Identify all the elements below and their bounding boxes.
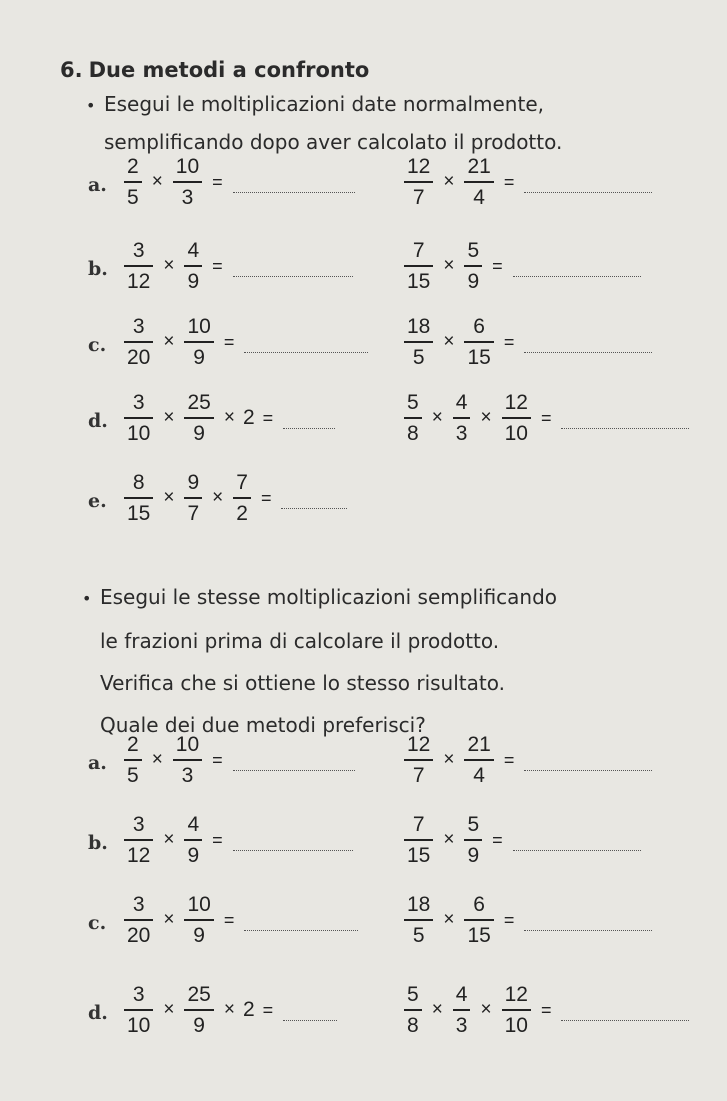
exercise-row-c bbox=[0, 312, 727, 372]
times-sign: × bbox=[223, 999, 235, 1020]
numerator: 7 bbox=[412, 812, 425, 836]
answer-blank[interactable] bbox=[233, 758, 355, 771]
times-sign: × bbox=[443, 255, 455, 276]
fraction-bar bbox=[453, 1009, 471, 1011]
denominator: 12 bbox=[127, 843, 151, 867]
fraction-bar bbox=[184, 341, 213, 343]
denominator: 20 bbox=[127, 345, 151, 369]
expression-right bbox=[398, 980, 689, 1040]
fraction bbox=[184, 314, 213, 371]
fraction-bar bbox=[464, 839, 482, 841]
fraction bbox=[404, 314, 433, 371]
fraction-bar bbox=[173, 181, 202, 183]
numerator: 4 bbox=[187, 812, 200, 836]
fraction-bar bbox=[404, 417, 422, 419]
equals-sign: = bbox=[492, 829, 503, 850]
fraction bbox=[184, 892, 213, 949]
times-sign: × bbox=[163, 487, 175, 508]
fraction-bar bbox=[464, 181, 493, 183]
times-sign: × bbox=[480, 999, 492, 1020]
exercise-row-b bbox=[0, 236, 727, 296]
fraction bbox=[233, 470, 251, 527]
answer-blank[interactable] bbox=[281, 496, 347, 509]
equals-sign: = bbox=[503, 331, 515, 352]
numerator: 10 bbox=[175, 154, 200, 178]
fraction bbox=[502, 982, 531, 1039]
times-sign: × bbox=[443, 829, 455, 850]
answer-blank[interactable] bbox=[233, 180, 355, 193]
times-sign: × bbox=[443, 909, 455, 930]
times-sign: × bbox=[212, 487, 224, 508]
numerator: 9 bbox=[187, 470, 200, 494]
answer-blank[interactable] bbox=[233, 838, 353, 851]
times-sign: × bbox=[431, 407, 443, 428]
item-label: a. bbox=[88, 174, 107, 196]
denominator: 10 bbox=[127, 421, 151, 445]
denominator: 2 bbox=[236, 501, 248, 525]
equals-sign: = bbox=[212, 255, 223, 276]
fraction-bar bbox=[404, 759, 433, 761]
denominator: 15 bbox=[467, 923, 491, 947]
answer-blank[interactable] bbox=[561, 1008, 689, 1021]
fraction bbox=[502, 390, 531, 447]
fraction bbox=[184, 470, 202, 527]
denominator: 4 bbox=[473, 763, 485, 787]
fraction bbox=[404, 238, 433, 295]
fraction bbox=[124, 314, 153, 371]
fraction bbox=[124, 892, 153, 949]
expression-left bbox=[118, 980, 337, 1040]
numerator: 25 bbox=[187, 390, 211, 414]
exercise-row-d bbox=[0, 388, 727, 448]
fraction bbox=[124, 732, 142, 789]
denominator: 7 bbox=[187, 501, 200, 525]
equals-sign: = bbox=[223, 909, 235, 930]
fraction-bar bbox=[184, 1009, 213, 1011]
expression-left bbox=[118, 468, 347, 528]
numerator: 5 bbox=[407, 982, 419, 1006]
numerator: 12 bbox=[504, 390, 528, 414]
numerator: 3 bbox=[132, 390, 145, 414]
fraction bbox=[173, 154, 202, 211]
denominator: 9 bbox=[187, 843, 200, 867]
fraction-bar bbox=[124, 759, 142, 761]
fraction bbox=[184, 812, 202, 869]
denominator: 5 bbox=[127, 185, 139, 209]
answer-blank[interactable] bbox=[283, 416, 335, 429]
expression-right bbox=[398, 388, 689, 448]
denominator: 5 bbox=[127, 763, 139, 787]
item-label: b. bbox=[88, 258, 108, 280]
denominator: 7 bbox=[412, 185, 425, 209]
fraction-bar bbox=[184, 497, 202, 499]
fraction bbox=[404, 732, 433, 789]
fraction-bar bbox=[404, 265, 433, 267]
answer-blank[interactable] bbox=[524, 758, 652, 771]
numerator: 6 bbox=[473, 892, 485, 916]
numerator: 5 bbox=[407, 390, 419, 414]
answer-blank[interactable] bbox=[561, 416, 689, 429]
denominator: 3 bbox=[455, 421, 468, 445]
denominator: 15 bbox=[407, 269, 431, 293]
numerator: 8 bbox=[132, 470, 145, 494]
numerator: 21 bbox=[467, 154, 491, 178]
denominator: 15 bbox=[407, 843, 431, 867]
numerator: 7 bbox=[236, 470, 248, 494]
expression-right bbox=[398, 890, 652, 950]
times-sign: × bbox=[163, 255, 175, 276]
fraction-bar bbox=[184, 265, 202, 267]
expression-left bbox=[118, 236, 353, 296]
answer-blank[interactable] bbox=[244, 340, 368, 353]
fraction-bar bbox=[124, 839, 153, 841]
numerator: 3 bbox=[132, 892, 145, 916]
fraction bbox=[173, 732, 202, 789]
fraction bbox=[184, 390, 213, 447]
denominator: 8 bbox=[407, 1013, 419, 1037]
numerator: 12 bbox=[407, 732, 431, 756]
fraction-bar bbox=[404, 919, 433, 921]
fraction bbox=[404, 390, 422, 447]
fraction bbox=[184, 982, 213, 1039]
fraction-bar bbox=[404, 1009, 422, 1011]
numerator: 3 bbox=[132, 812, 145, 836]
integer-factor: 2 bbox=[242, 998, 255, 1021]
expression-left bbox=[118, 890, 358, 950]
item-label: d. bbox=[88, 1002, 108, 1024]
answer-blank[interactable] bbox=[524, 918, 652, 931]
denominator: 20 bbox=[127, 923, 151, 947]
fraction bbox=[124, 238, 153, 295]
expression-left bbox=[118, 388, 335, 448]
times-sign: × bbox=[151, 749, 163, 770]
exercise-title bbox=[60, 58, 369, 82]
fraction-bar bbox=[124, 1009, 153, 1011]
denominator: 12 bbox=[127, 269, 151, 293]
answer-blank[interactable] bbox=[233, 264, 353, 277]
denominator: 9 bbox=[187, 269, 200, 293]
equals-sign: = bbox=[262, 999, 274, 1020]
fraction-bar bbox=[124, 181, 142, 183]
numerator: 5 bbox=[467, 812, 480, 836]
denominator: 5 bbox=[412, 345, 425, 369]
equals-sign: = bbox=[503, 749, 515, 770]
fraction-bar bbox=[173, 759, 202, 761]
denominator: 9 bbox=[193, 421, 205, 445]
item-label: a. bbox=[88, 752, 107, 774]
equals-sign: = bbox=[212, 829, 223, 850]
fraction-bar bbox=[404, 341, 433, 343]
denominator: 10 bbox=[127, 1013, 151, 1037]
fraction bbox=[124, 470, 153, 527]
fraction-bar bbox=[124, 341, 153, 343]
fraction bbox=[404, 982, 422, 1039]
fraction-bar bbox=[464, 759, 493, 761]
item-label: b. bbox=[88, 832, 108, 854]
numerator: 2 bbox=[127, 154, 139, 178]
equals-sign: = bbox=[262, 407, 274, 428]
numerator: 3 bbox=[132, 238, 145, 262]
exercise-row-c bbox=[0, 890, 727, 950]
numerator: 12 bbox=[504, 982, 528, 1006]
numerator: 18 bbox=[407, 314, 431, 338]
answer-blank[interactable] bbox=[513, 838, 641, 851]
answer-blank[interactable] bbox=[283, 1008, 337, 1021]
denominator: 9 bbox=[193, 923, 205, 947]
fraction bbox=[464, 732, 493, 789]
equals-sign: = bbox=[212, 749, 223, 770]
integer-factor: 2 bbox=[242, 406, 255, 429]
fraction-bar bbox=[404, 839, 433, 841]
equals-sign: = bbox=[540, 999, 552, 1020]
expression-right bbox=[398, 730, 652, 790]
times-sign: × bbox=[163, 909, 175, 930]
instruction-2: • Esegui le stesse moltiplicazioni semplificando le frazioni prima di calcolare il prodotto. Verifica che si ottiene lo stesso risultato. Quale dei due metodi preferisci? bbox=[100, 576, 557, 746]
fraction bbox=[124, 812, 153, 869]
fraction-bar bbox=[502, 1009, 531, 1011]
expression-left bbox=[118, 152, 355, 212]
denominator: 3 bbox=[455, 1013, 468, 1037]
denominator: 10 bbox=[504, 1013, 528, 1037]
numerator: 4 bbox=[455, 390, 468, 414]
fraction bbox=[404, 892, 433, 949]
denominator: 7 bbox=[412, 763, 425, 787]
fraction-bar bbox=[464, 919, 493, 921]
times-sign: × bbox=[480, 407, 492, 428]
equals-sign: = bbox=[223, 331, 235, 352]
exercise-row-a bbox=[0, 152, 727, 212]
expression-left bbox=[118, 810, 353, 870]
denominator: 9 bbox=[467, 843, 480, 867]
times-sign: × bbox=[163, 331, 175, 352]
bullet-icon: • bbox=[82, 589, 92, 608]
exercise-row-a bbox=[0, 730, 727, 790]
exercise-row-d bbox=[0, 980, 727, 1040]
denominator: 9 bbox=[193, 1013, 205, 1037]
fraction-bar bbox=[124, 265, 153, 267]
fraction-bar bbox=[184, 919, 213, 921]
fraction-bar bbox=[464, 341, 493, 343]
numerator: 4 bbox=[455, 982, 468, 1006]
equals-sign: = bbox=[503, 909, 515, 930]
fraction bbox=[124, 390, 153, 447]
equals-sign: = bbox=[260, 487, 272, 508]
numerator: 3 bbox=[132, 982, 145, 1006]
fraction-bar bbox=[464, 265, 482, 267]
numerator: 10 bbox=[187, 314, 211, 338]
equals-sign: = bbox=[503, 171, 515, 192]
bullet-icon: • bbox=[86, 96, 96, 115]
fraction-bar bbox=[124, 497, 153, 499]
answer-blank[interactable] bbox=[524, 180, 652, 193]
times-sign: × bbox=[163, 829, 175, 850]
fraction-bar bbox=[124, 919, 153, 921]
numerator: 21 bbox=[467, 732, 491, 756]
denominator: 3 bbox=[181, 763, 194, 787]
item-label: d. bbox=[88, 410, 108, 432]
fraction-bar bbox=[404, 181, 433, 183]
times-sign: × bbox=[443, 331, 455, 352]
fraction bbox=[404, 154, 433, 211]
numerator: 25 bbox=[187, 982, 211, 1006]
equals-sign: = bbox=[492, 255, 503, 276]
denominator: 9 bbox=[467, 269, 480, 293]
denominator: 10 bbox=[504, 421, 528, 445]
times-sign: × bbox=[431, 999, 443, 1020]
instruction-1: • Esegui le moltiplicazioni date normalmente, semplificando dopo aver calcolato il prodotto. bbox=[86, 86, 562, 160]
fraction bbox=[464, 892, 493, 949]
expression-left bbox=[118, 312, 368, 372]
denominator: 9 bbox=[193, 345, 205, 369]
denominator: 15 bbox=[467, 345, 491, 369]
item-label: c. bbox=[88, 912, 107, 934]
numerator: 18 bbox=[407, 892, 431, 916]
fraction bbox=[453, 390, 471, 447]
answer-blank[interactable] bbox=[513, 264, 641, 277]
numerator: 6 bbox=[473, 314, 485, 338]
times-sign: × bbox=[163, 999, 175, 1020]
numerator: 7 bbox=[412, 238, 425, 262]
denominator: 8 bbox=[407, 421, 419, 445]
denominator: 3 bbox=[181, 185, 194, 209]
expression-right bbox=[398, 152, 652, 212]
answer-blank[interactable] bbox=[244, 918, 358, 931]
expression-right bbox=[398, 236, 641, 296]
fraction bbox=[124, 154, 142, 211]
numerator: 3 bbox=[132, 314, 145, 338]
fraction-bar bbox=[184, 839, 202, 841]
denominator: 5 bbox=[412, 923, 425, 947]
fraction-bar bbox=[184, 417, 213, 419]
numerator: 4 bbox=[187, 238, 200, 262]
fraction-bar bbox=[502, 417, 531, 419]
numerator: 10 bbox=[187, 892, 211, 916]
times-sign: × bbox=[223, 407, 235, 428]
fraction bbox=[464, 238, 482, 295]
exercise-title-text: Due metodi a confronto bbox=[88, 58, 370, 82]
fraction-bar bbox=[233, 497, 251, 499]
exercise-number: 6. bbox=[60, 58, 83, 82]
equals-sign: = bbox=[212, 171, 223, 192]
numerator: 5 bbox=[467, 238, 480, 262]
fraction bbox=[464, 154, 493, 211]
fraction-bar bbox=[453, 417, 471, 419]
fraction-bar bbox=[124, 417, 153, 419]
fraction bbox=[184, 238, 202, 295]
fraction bbox=[453, 982, 471, 1039]
times-sign: × bbox=[443, 749, 455, 770]
item-label: e. bbox=[88, 490, 107, 512]
numerator: 10 bbox=[175, 732, 200, 756]
answer-blank[interactable] bbox=[524, 340, 652, 353]
times-sign: × bbox=[151, 171, 163, 192]
numerator: 12 bbox=[407, 154, 431, 178]
expression-left bbox=[118, 730, 355, 790]
numerator: 2 bbox=[127, 732, 139, 756]
fraction bbox=[124, 982, 153, 1039]
times-sign: × bbox=[443, 171, 455, 192]
fraction bbox=[464, 812, 482, 869]
exercise-row-e bbox=[0, 468, 727, 528]
denominator: 4 bbox=[473, 185, 485, 209]
expression-right bbox=[398, 810, 641, 870]
fraction bbox=[404, 812, 433, 869]
item-label: c. bbox=[88, 334, 107, 356]
fraction bbox=[464, 314, 493, 371]
exercise-row-b bbox=[0, 810, 727, 870]
times-sign: × bbox=[163, 407, 175, 428]
equals-sign: = bbox=[540, 407, 552, 428]
denominator: 15 bbox=[127, 501, 151, 525]
expression-right bbox=[398, 312, 652, 372]
